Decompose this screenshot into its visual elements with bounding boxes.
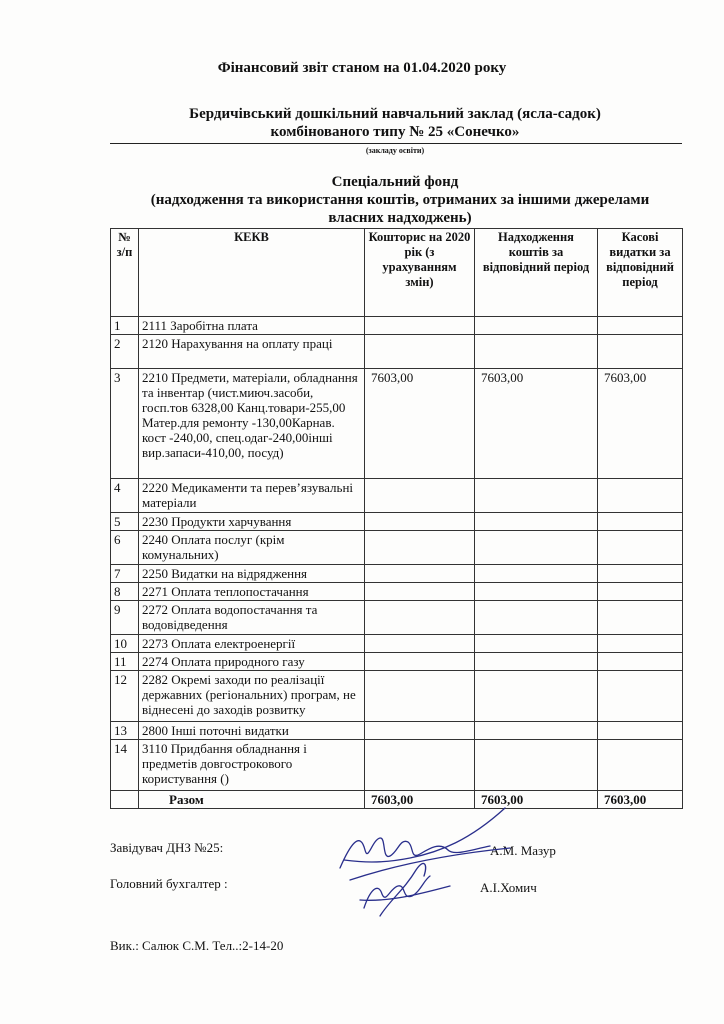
row-expenses: 7603,00 bbox=[598, 369, 683, 479]
row-budget bbox=[365, 565, 475, 583]
row-kekv: 2220 Медикаменти та перев’язувальні матеріали bbox=[139, 479, 365, 513]
row-income bbox=[475, 722, 598, 740]
table-header-row bbox=[111, 229, 683, 317]
row-kekv: 2250 Видатки на відрядження bbox=[139, 565, 365, 583]
row-budget bbox=[365, 635, 475, 653]
row-kekv: 2210 Предмети, матеріали, обладнання та інвентар (чист.миюч.засоби, госп.тов 6328,00 Канц.товари-255,00 Матер.для ремонту -130,00Карнав. кост -240,00, спец.одаг-240,00інші вир.запаси-410,00, посуд) bbox=[139, 369, 365, 479]
report-title: Фінансовий звіт станом на 01.04.2020 року bbox=[217, 60, 507, 76]
row-number: 11 bbox=[111, 653, 139, 671]
fund-subtitle-1: (надходження та використання коштів, отриманих за іншими джерелами bbox=[150, 192, 650, 208]
org-name-line-1: Бердичівський дошкільний навчальний заклад (ясла-садок) bbox=[189, 106, 601, 122]
row-expenses bbox=[598, 531, 683, 565]
row-number: 13 bbox=[111, 722, 139, 740]
row-budget bbox=[365, 317, 475, 335]
row-income bbox=[475, 513, 598, 531]
table-row bbox=[111, 335, 683, 369]
total-expenses: 7603,00 bbox=[598, 791, 683, 809]
table-row bbox=[111, 317, 683, 335]
accountant-label: Головний бухгалтер : bbox=[110, 876, 228, 891]
table-row bbox=[111, 601, 683, 635]
row-kekv: 2282 Окремі заходи по реалізації державних (регіональних) програм, не віднесені до заходів розвитку bbox=[139, 671, 365, 722]
row-expenses bbox=[598, 565, 683, 583]
row-number: 8 bbox=[111, 583, 139, 601]
row-expenses bbox=[598, 317, 683, 335]
row-kekv: 2273 Оплата електроенергії bbox=[139, 635, 365, 653]
row-number: 12 bbox=[111, 671, 139, 722]
table-row bbox=[111, 565, 683, 583]
accountant-name: А.І.Хомич bbox=[480, 880, 537, 895]
row-expenses bbox=[598, 671, 683, 722]
row-budget bbox=[365, 740, 475, 791]
org-hint: (закладу освіти) bbox=[365, 146, 425, 155]
table-row bbox=[111, 531, 683, 565]
table-row bbox=[111, 635, 683, 653]
row-budget bbox=[365, 653, 475, 671]
row-kekv: 2800 Інші поточні видатки bbox=[139, 722, 365, 740]
row-budget bbox=[365, 479, 475, 513]
row-kekv: 2230 Продукти харчування bbox=[139, 513, 365, 531]
row-budget bbox=[365, 722, 475, 740]
row-number: 7 bbox=[111, 565, 139, 583]
row-kekv: 3110 Придбання обладнання і предметів довгострокового користування () bbox=[139, 740, 365, 791]
row-expenses bbox=[598, 479, 683, 513]
row-budget bbox=[365, 583, 475, 601]
row-expenses bbox=[598, 722, 683, 740]
row-kekv: 2240 Оплата послуг (крім комунальних) bbox=[139, 531, 365, 565]
row-number: 4 bbox=[111, 479, 139, 513]
org-underline bbox=[110, 143, 682, 144]
row-number: 1 bbox=[111, 317, 139, 335]
total-budget: 7603,00 bbox=[365, 791, 475, 809]
signature-image bbox=[320, 790, 520, 930]
fund-title: Спеціальний фонд bbox=[331, 174, 459, 190]
table-row bbox=[111, 740, 683, 791]
row-income bbox=[475, 635, 598, 653]
row-kekv: 2120 Нарахування на оплату праці bbox=[139, 335, 365, 369]
row-income bbox=[475, 565, 598, 583]
row-income: 7603,00 bbox=[475, 369, 598, 479]
director-name: А.М. Мазур bbox=[490, 843, 556, 858]
total-income: 7603,00 bbox=[475, 791, 598, 809]
row-kekv: 2111 Заробітна плата bbox=[139, 317, 365, 335]
row-kekv: 2271 Оплата теплопостачання bbox=[139, 583, 365, 601]
table-row bbox=[111, 671, 683, 722]
header-kekv: КЕКВ bbox=[139, 229, 365, 317]
row-number: 5 bbox=[111, 513, 139, 531]
table-row bbox=[111, 479, 683, 513]
row-expenses bbox=[598, 335, 683, 369]
row-expenses bbox=[598, 635, 683, 653]
row-income bbox=[475, 740, 598, 791]
row-income bbox=[475, 335, 598, 369]
row-number: 14 bbox=[111, 740, 139, 791]
row-budget bbox=[365, 531, 475, 565]
row-budget bbox=[365, 513, 475, 531]
row-number: 9 bbox=[111, 601, 139, 635]
director-label: Завідувач ДНЗ №25: bbox=[110, 840, 224, 855]
executor-line: Вик.: Салюк С.М. Тел..:2-14-20 bbox=[110, 938, 284, 953]
table-row bbox=[111, 583, 683, 601]
header-budget: Кошторис на 2020 рік (з урахуванням змін) bbox=[365, 229, 475, 317]
table-row bbox=[111, 369, 683, 479]
row-number: 10 bbox=[111, 635, 139, 653]
org-name-line-2: комбінованого типу № 25 «Сонечко» bbox=[270, 124, 520, 140]
row-number: 2 bbox=[111, 335, 139, 369]
row-number: 6 bbox=[111, 531, 139, 565]
header-num: № з/п bbox=[111, 229, 139, 317]
row-budget: 7603,00 bbox=[365, 369, 475, 479]
table-row bbox=[111, 513, 683, 531]
row-number: 3 bbox=[111, 369, 139, 479]
row-expenses bbox=[598, 653, 683, 671]
header-income: Надходження коштів за відповідний період bbox=[475, 229, 598, 317]
row-kekv: 2274 Оплата природного газу bbox=[139, 653, 365, 671]
row-budget bbox=[365, 601, 475, 635]
row-budget bbox=[365, 671, 475, 722]
row-income bbox=[475, 601, 598, 635]
row-income bbox=[475, 479, 598, 513]
row-expenses bbox=[598, 601, 683, 635]
table-row bbox=[111, 653, 683, 671]
row-income bbox=[475, 671, 598, 722]
row-kekv: 2272 Оплата водопостачання та водовідведення bbox=[139, 601, 365, 635]
row-income bbox=[475, 531, 598, 565]
row-expenses bbox=[598, 583, 683, 601]
row-expenses bbox=[598, 740, 683, 791]
header-expenses: Касові видатки за відповідний період bbox=[598, 229, 683, 317]
row-expenses bbox=[598, 513, 683, 531]
fund-subtitle-2: власних надходжень) bbox=[328, 210, 472, 226]
row-income bbox=[475, 317, 598, 335]
row-income bbox=[475, 653, 598, 671]
row-budget bbox=[365, 335, 475, 369]
row-income bbox=[475, 583, 598, 601]
total-label: Разом bbox=[139, 791, 365, 809]
report-table bbox=[110, 228, 683, 809]
table-row bbox=[111, 722, 683, 740]
